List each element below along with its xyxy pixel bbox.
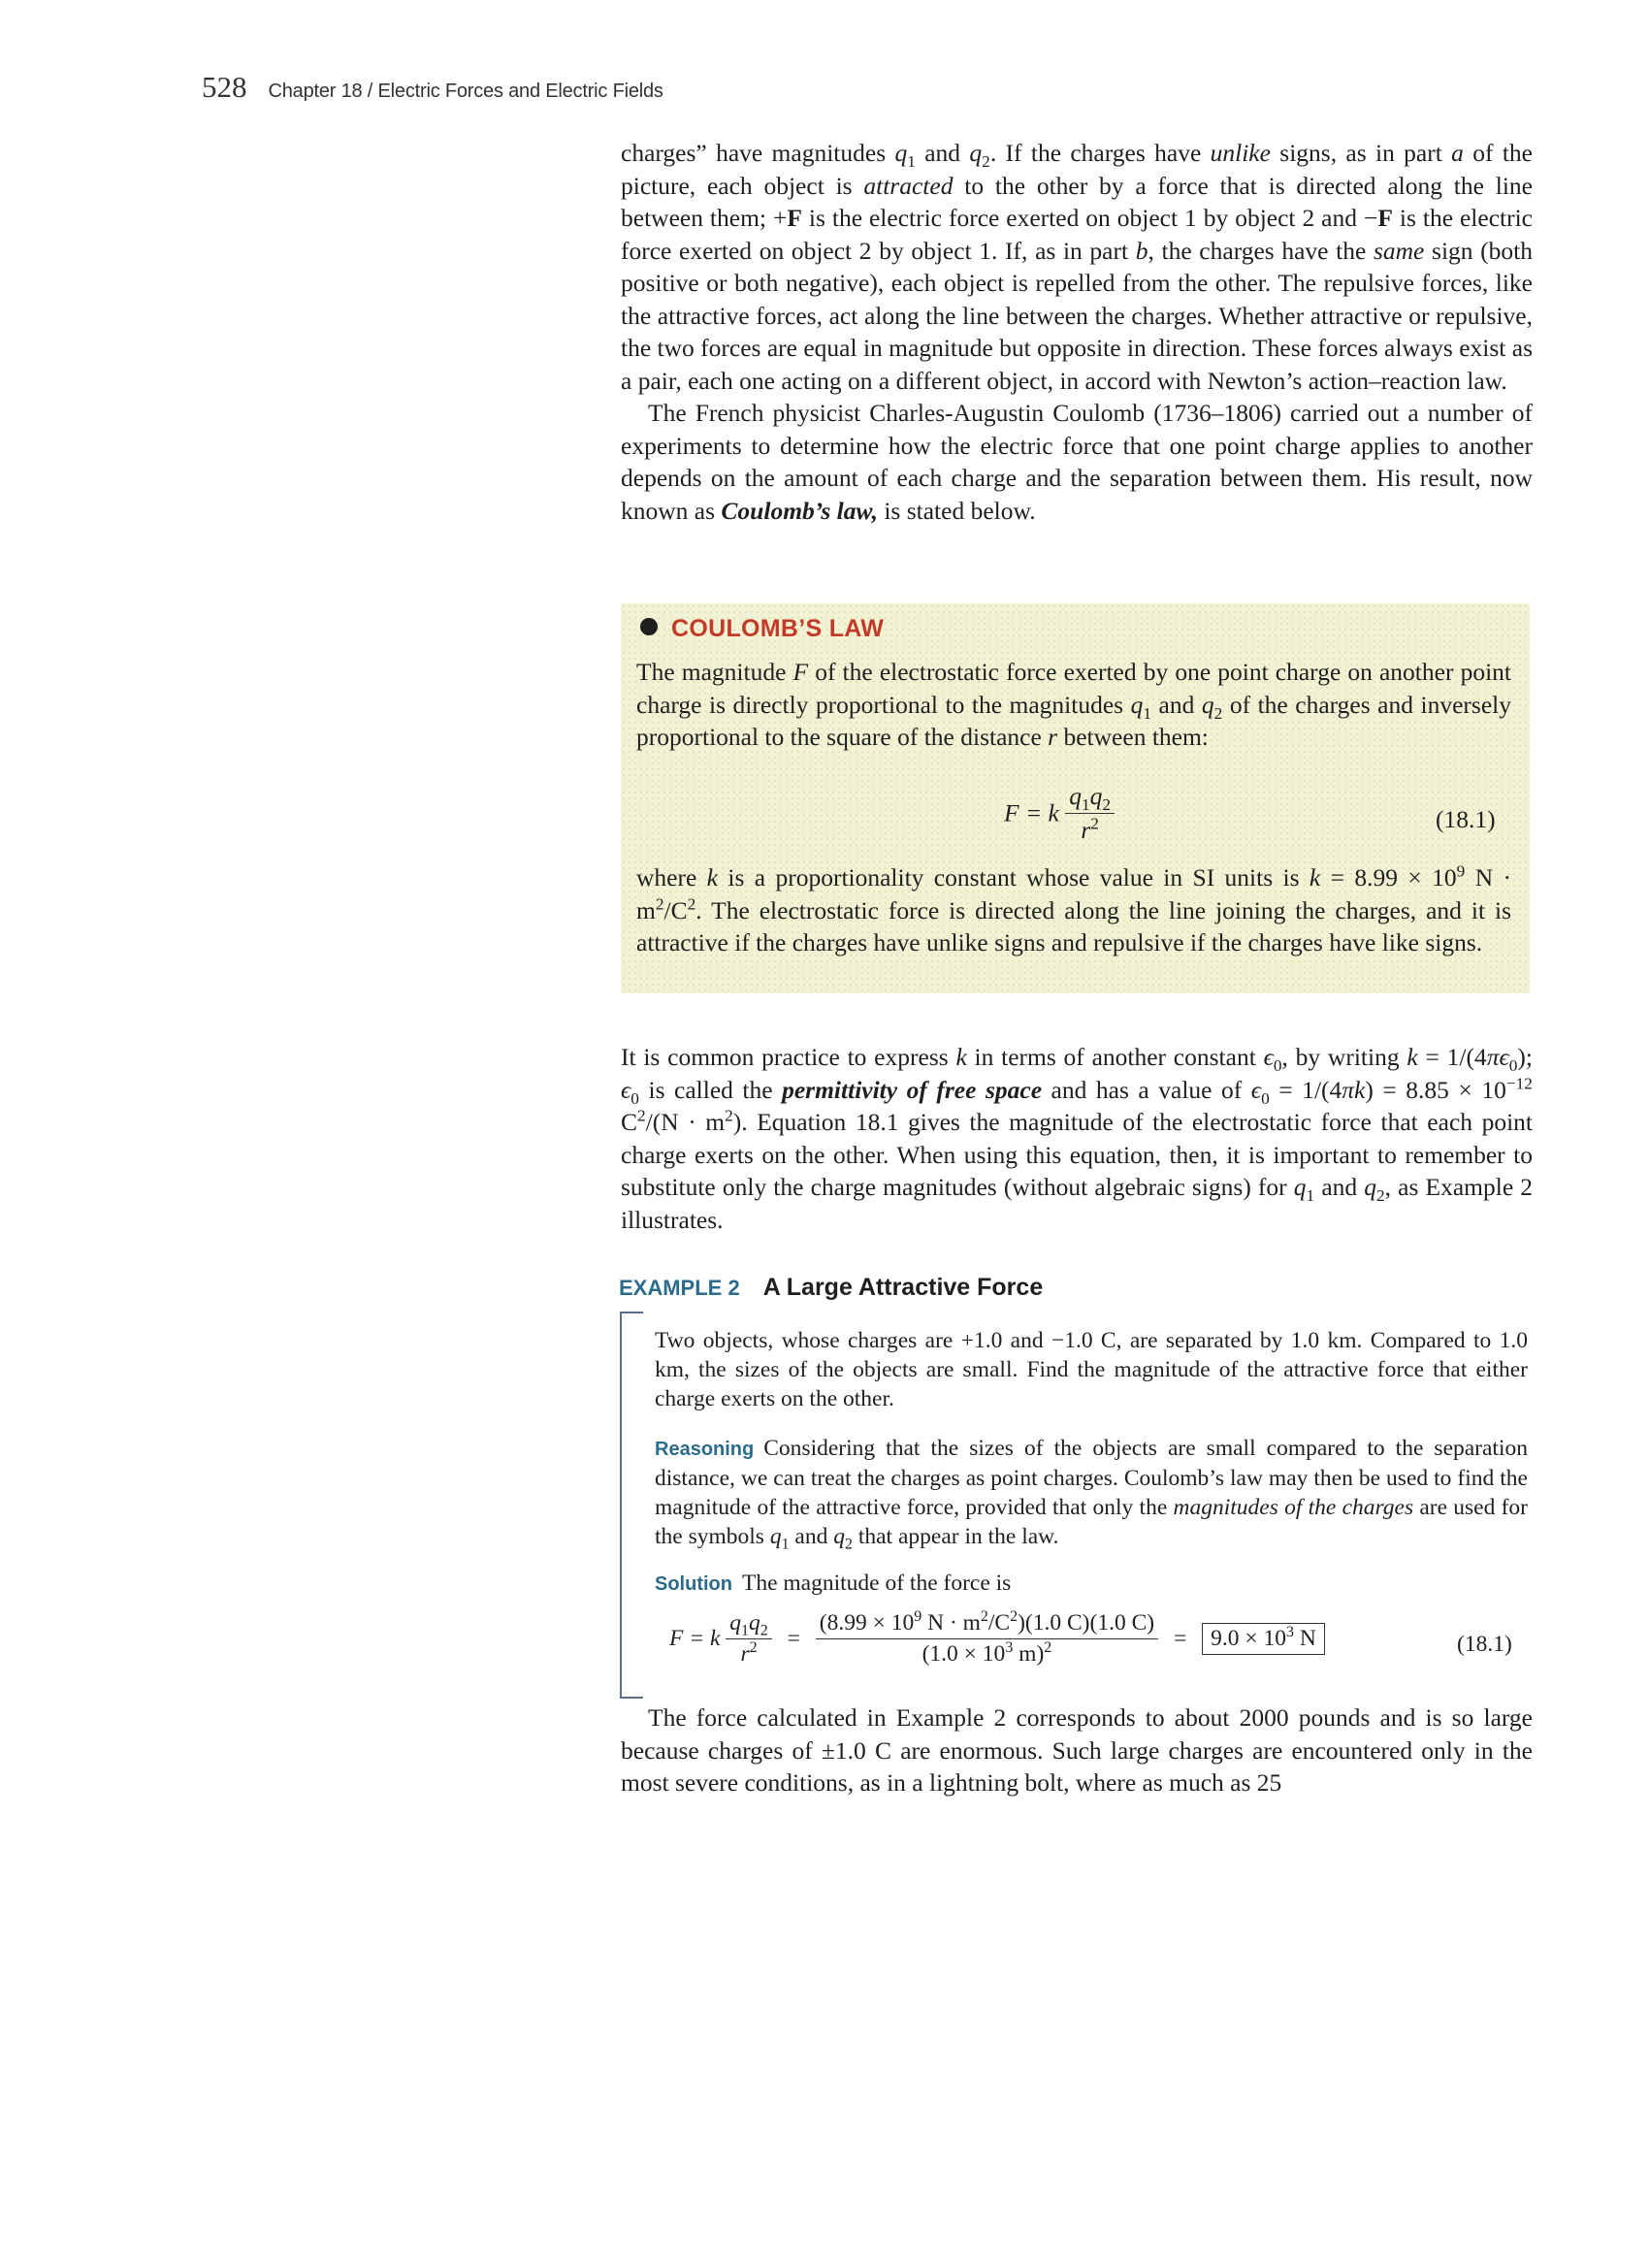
example-solution: Solution The magnitude of the force is xyxy=(655,1571,1012,1596)
equation-number: (18.1) xyxy=(1436,805,1496,833)
solution-label: Solution xyxy=(655,1573,732,1595)
example-heading xyxy=(619,1274,1043,1302)
equation-fraction: $\frac{q_1q_2}{r^2}$ xyxy=(1065,782,1115,845)
answer-box: $9.0 \times 10^3$ N xyxy=(1202,1623,1325,1655)
example-equation-number: (18.1) xyxy=(1457,1632,1512,1657)
page-header xyxy=(202,70,663,109)
example-bracket xyxy=(620,1312,643,1699)
paragraph-permittivity: It is common practice to express k in terms of another constant $\epsilon_0$, by writing $k = 1/(4\pi\epsilon_0)$; $\epsilon_0$ is called the permittivity of free space and has a value of $\epsilon_0 = 1/(4\pi k) = 8.85 \times 10^{-12}$ $C^2/(N \cdot m^2)$. Equation 18.1 gives the magnitude of the electrostatic force that each point charge exerts on the other. When using this equation, then, it is important to remember to substitute only the charge magnitudes (without algebraic signs) for $q_1$ and $q_2$, as Example 2 illustrates. xyxy=(621,1043,1533,1234)
example-equation: F = k $\frac{q_1q_2}{r^2}$ = $\frac{(8.99 \times 10^9 N \cdot m^2/C^2)(1.0 C)(1.0 C)}{(1.0 \times 10^3 m)^2}$ = $9.0 \times 10^3$ N (18.1) xyxy=(669,1608,1512,1667)
reasoning-label: Reasoning xyxy=(655,1439,755,1460)
example-label: EXAMPLE 2 xyxy=(619,1276,740,1300)
law-box-title: COULOMB’S LAW xyxy=(640,615,884,643)
example-title: A Large Attractive Force xyxy=(762,1274,1044,1301)
page-number: 528 xyxy=(202,70,247,104)
example-problem: Two objects, whose charges are +1.0 and −1.0 C, are separated by 1.0 km. Compared to 1.0 km, the sizes of the objects are small. Find the magnitude of the attractive force that either charge exerts on the other. xyxy=(655,1328,1528,1411)
law-constant-description: where k is a proportionality constant whose value in SI units is $k = 8.99 \times 10^9$ $N \cdot m^2/C^2$. The electrostatic force is directed along the line joining the charges, and it is attractive if the charges have unlike signs and repulsive if the charges have like signs. xyxy=(636,861,1511,956)
paragraph-large-charges: The force calculated in Example 2 corresponds to about 2000 pounds and is so large because charges of ±1.0 C are enormous. Such large charges are encountered only in the most severe conditions, as in a lightning bolt, where as much as 25 xyxy=(621,1703,1533,1797)
coulombs-law-box xyxy=(621,603,1530,993)
chapter-title: Chapter 18 / Electric Forces and Electric Fields xyxy=(268,81,663,102)
bullet-icon xyxy=(640,618,658,635)
law-statement: The magnitude F of the electrostatic force exerted by one point charge on another point charge is directly proportional to the magnitudes $q_1$ and $q_2$ of the charges and inversely proportional to the square of the distance r between them: xyxy=(636,658,1511,751)
coulomb-equation xyxy=(621,782,1530,859)
example-reasoning: Reasoning Considering that the sizes of the objects are small compared to the separation distance, we can treat the charges as point charges. Coulomb’s law may then be used to find the magnitude of the attractive force, provided that only the magnitudes of the charges are used for the symbols $q_1$ and $q_2$ that appear in the law. xyxy=(655,1436,1529,1553)
paragraph-coulomb-intro: The French physicist Charles-Augustin Coulomb (1736–1806) carried out a number of experiments to determine how the electric force that one point charge applies to another depends on the amount of each charge and the separation between them. His result, now known as Coulomb’s law, is stated below. xyxy=(621,399,1533,525)
equation-lhs: F = k xyxy=(1004,798,1059,827)
paragraph-forces: charges” have magnitudes $q_1$ and $q_2$. If the charges have unlike signs, as in part a of the picture, each object is attracted to the other by a force that is directed along the line between them; +F is the electric force exerted on object 1 by object 2 and −F is the electric force exerted on object 2 by object 1. If, as in part b, the charges have the same sign (both positive or both negative), each object is repelled from the other. The repulsive forces, like the attractive forces, act along the line between the charges. Whether attractive or repulsive, the two forces are equal in magnitude but opposite in direction. These forces always exist as a pair, each one acting on a different object, in accord with Newton’s action–reaction law. The French physicist Charles-Augustin Coulomb (1736–1806) carried out a number of experiments to determine how the electric force that one point charge applies to another depends on the amount of each charge and the separation between them. His result, now known as Coulomb’s law, is stated below. xyxy=(621,137,1533,527)
